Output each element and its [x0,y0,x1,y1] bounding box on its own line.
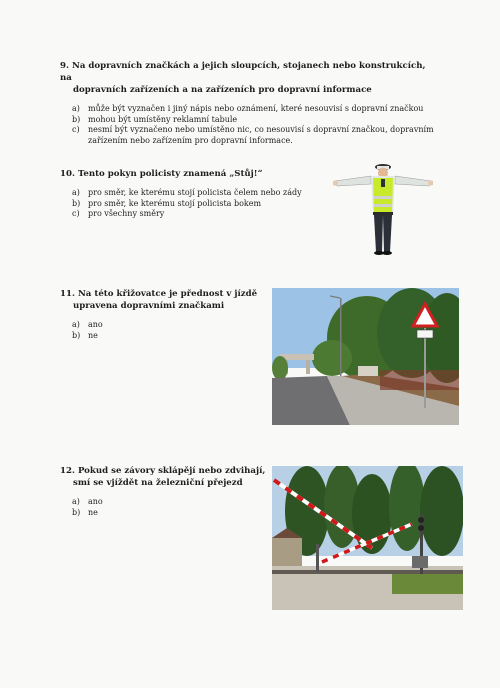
answer-option-b[interactable] [60,199,320,210]
question-title [60,60,440,96]
answer-option-a[interactable] [60,497,270,508]
question-9 [60,60,440,146]
option-letter: c) [72,125,80,135]
answer-options [60,320,260,341]
answer-option-b[interactable] [60,508,270,519]
option-text: ano [88,320,103,329]
question-title-line2: smí se vjíždět na železniční přejezd [73,478,243,488]
option-text: pro směr, ke kterému stojí policista čelem nebo zády [88,188,302,197]
question-title-line1: 12. Pokud se závory sklápějí nebo zdvihají, [60,466,266,476]
option-text: pro směr, ke kterému stojí policista bokem [88,198,262,208]
question-title-line1: 10. Tento pokyn policisty znamená „Stůj!“ [60,169,263,179]
question-11 [60,288,260,341]
answer-options [60,497,270,518]
question-title-line2: dopravních zařízeních a na zařízeních pro dopravní informace [73,85,372,95]
option-letter: a) [72,320,80,329]
option-letter: b) [72,330,81,340]
option-text: může být vyznačen i jiný nápis nebo oznámení, které nesouvisí s dopravní značkou [88,104,424,113]
answer-option-b[interactable] [60,331,260,342]
answer-option-c[interactable] [60,125,440,146]
question-title-line1: 9. Na dopravních značkách a jejich sloupcích, stojanech nebo konstrukcích, na [60,61,426,83]
option-text: nesmí být vyznačeno nebo umístěno nic, co nesouvisí s dopravní značkou, dopravním zařízením nebo zařízením pro dopravní informace. [88,125,434,145]
question-title-line2: upravena dopravními značkami [73,301,225,311]
option-text: ne [88,330,98,340]
option-letter: c) [72,209,80,219]
question-12 [60,465,270,518]
option-letter: a) [72,104,80,113]
option-text: mohou být umístěny reklamní tabule [88,114,238,124]
policeman-illustration [333,162,433,256]
option-letter: b) [72,507,81,517]
answer-option-b[interactable] [60,115,440,126]
option-text: ne [88,507,98,517]
option-letter: a) [72,497,80,506]
question-title-line1: 11. Na této křižovatce je přednost v jízdě [60,289,258,299]
answer-options [60,104,440,146]
answer-option-a[interactable] [60,188,320,199]
intersection-photo [272,288,459,425]
option-text: ano [88,497,103,506]
railway-crossing-photo [272,466,463,610]
option-letter: b) [72,198,81,208]
answer-option-c[interactable] [60,209,320,220]
option-text: pro všechny směry [88,209,165,219]
question-title [60,168,320,180]
answer-option-a[interactable] [60,104,440,115]
question-10 [60,168,320,220]
question-title [60,288,260,312]
question-title [60,465,270,489]
answer-options [60,188,320,220]
option-letter: a) [72,188,80,197]
answer-option-a[interactable] [60,320,260,331]
option-letter: b) [72,114,81,124]
